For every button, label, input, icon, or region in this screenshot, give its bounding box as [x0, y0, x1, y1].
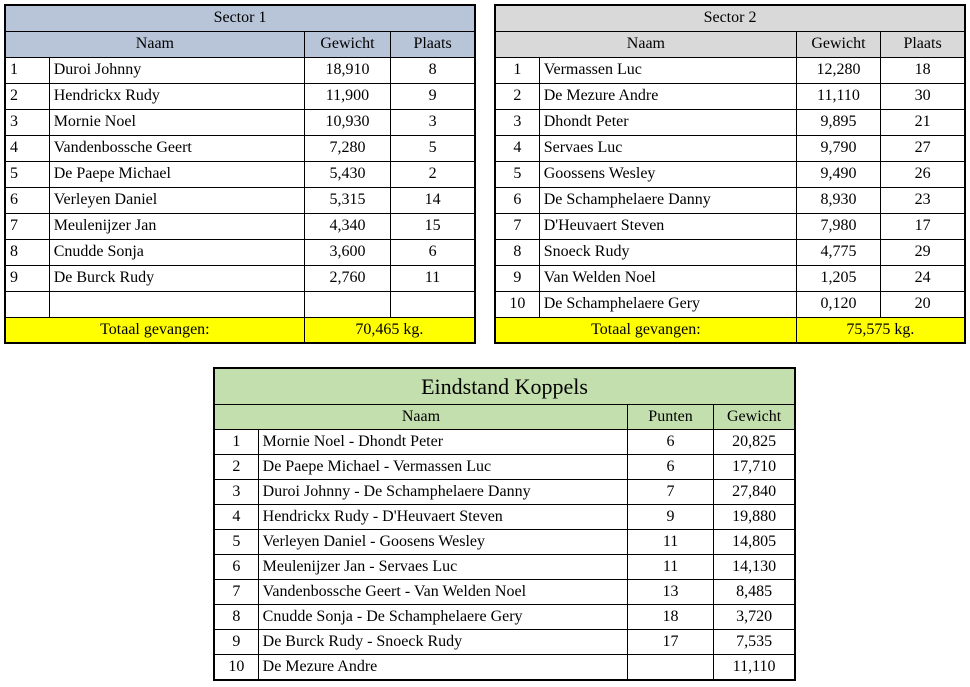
cell-gewicht: 5,430: [304, 161, 390, 187]
cell-gewicht: 17,710: [714, 455, 795, 480]
cell-nr: 2: [5, 83, 49, 109]
cell-gewicht: 10,930: [304, 109, 390, 135]
table-row: [5, 161, 475, 187]
cell-gewicht: 7,980: [796, 213, 880, 239]
cell-plaats: [391, 291, 475, 317]
cell-gewicht: 9,490: [796, 161, 880, 187]
cell-plaats: 3: [391, 109, 475, 135]
cell-punten: 6: [627, 455, 713, 480]
cell-punten: 17: [627, 630, 713, 655]
table-row: [495, 187, 965, 213]
cell-nr: 9: [214, 630, 258, 655]
cell-nr: 9: [495, 265, 539, 291]
cell-nr: 7: [214, 580, 258, 605]
koppels-body: [214, 430, 795, 680]
sector2-header-plaats: Plaats: [881, 31, 965, 57]
koppels-table: [213, 367, 796, 681]
cell-gewicht: 8,930: [796, 187, 880, 213]
cell-naam: Duroi Johnny - De Schamphelaere Danny: [258, 480, 627, 505]
cell-naam: Meulenijzer Jan - Servaes Luc: [258, 555, 627, 580]
cell-plaats: 27: [881, 135, 965, 161]
cell-naam: Snoeck Rudy: [539, 239, 796, 265]
cell-gewicht: [304, 291, 390, 317]
cell-naam: Duroi Johnny: [49, 57, 304, 83]
cell-naam: Dhondt Peter: [539, 109, 796, 135]
cell-nr: 8: [214, 605, 258, 630]
cell-plaats: 14: [391, 187, 475, 213]
koppels-title: Eindstand Koppels: [214, 368, 795, 405]
cell-nr: 3: [495, 109, 539, 135]
cell-nr: 3: [5, 109, 49, 135]
table-row: [214, 505, 795, 530]
koppels-header-punten: Punten: [627, 405, 713, 430]
cell-naam: D'Heuvaert Steven: [539, 213, 796, 239]
table-row: [495, 135, 965, 161]
cell-nr: 6: [214, 555, 258, 580]
cell-nr: 9: [5, 265, 49, 291]
cell-naam: Cnudde Sonja: [49, 239, 304, 265]
table-row: [5, 291, 475, 317]
sector2-total-value: 75,575 kg.: [796, 317, 965, 343]
koppels-header-gewicht: Gewicht: [714, 405, 795, 430]
cell-naam: Meulenijzer Jan: [49, 213, 304, 239]
cell-plaats: 18: [881, 57, 965, 83]
cell-gewicht: 9,895: [796, 109, 880, 135]
cell-punten: 6: [627, 430, 713, 455]
cell-nr: 10: [495, 291, 539, 317]
cell-naam: Mornie Noel - Dhondt Peter: [258, 430, 627, 455]
cell-naam: Hendrickx Rudy: [49, 83, 304, 109]
table-row: [495, 161, 965, 187]
table-row: [495, 239, 965, 265]
cell-naam: De Schamphelaere Danny: [539, 187, 796, 213]
sector1-title: Sector 1: [5, 5, 475, 31]
cell-punten: 7: [627, 480, 713, 505]
cell-nr: 2: [495, 83, 539, 109]
cell-gewicht: 7,535: [714, 630, 795, 655]
table-row: [214, 455, 795, 480]
sector1-table: [4, 4, 476, 344]
cell-gewicht: 7,280: [304, 135, 390, 161]
cell-naam: De Paepe Michael - Vermassen Luc: [258, 455, 627, 480]
cell-nr: 6: [495, 187, 539, 213]
table-row: [495, 83, 965, 109]
table-row: [5, 83, 475, 109]
cell-nr: 4: [214, 505, 258, 530]
table-row: [5, 213, 475, 239]
cell-punten: 13: [627, 580, 713, 605]
cell-plaats: 17: [881, 213, 965, 239]
cell-nr: 7: [495, 213, 539, 239]
cell-plaats: 29: [881, 239, 965, 265]
table-row: [5, 109, 475, 135]
cell-gewicht: 2,760: [304, 265, 390, 291]
cell-plaats: 2: [391, 161, 475, 187]
table-row: [214, 580, 795, 605]
cell-naam: Vandenbossche Geert: [49, 135, 304, 161]
sector2-body: [495, 57, 965, 317]
cell-naam: De Paepe Michael: [49, 161, 304, 187]
koppels-header-naam: Naam: [214, 405, 627, 430]
cell-plaats: 8: [391, 57, 475, 83]
cell-nr: 8: [5, 239, 49, 265]
cell-gewicht: 14,130: [714, 555, 795, 580]
table-row: [214, 430, 795, 455]
cell-naam: De Mezure Andre: [539, 83, 796, 109]
cell-naam: Vermassen Luc: [539, 57, 796, 83]
sector1-header-naam: Naam: [5, 31, 304, 57]
sector1-header-gewicht: Gewicht: [304, 31, 390, 57]
cell-gewicht: 27,840: [714, 480, 795, 505]
cell-naam: Goossens Wesley: [539, 161, 796, 187]
cell-naam: Cnudde Sonja - De Schamphelaere Gery: [258, 605, 627, 630]
cell-nr: 8: [495, 239, 539, 265]
sector1-header-plaats: Plaats: [391, 31, 475, 57]
cell-naam: De Mezure Andre: [258, 655, 627, 680]
sector2-title: Sector 2: [495, 5, 965, 31]
cell-gewicht: 11,110: [796, 83, 880, 109]
table-row: [5, 265, 475, 291]
cell-naam: De Burck Rudy - Snoeck Rudy: [258, 630, 627, 655]
cell-punten: 9: [627, 505, 713, 530]
table-row: [495, 57, 965, 83]
cell-gewicht: 12,280: [796, 57, 880, 83]
cell-gewicht: 4,775: [796, 239, 880, 265]
cell-naam: Servaes Luc: [539, 135, 796, 161]
table-row: [5, 239, 475, 265]
cell-punten: 18: [627, 605, 713, 630]
cell-plaats: 15: [391, 213, 475, 239]
cell-gewicht: 20,825: [714, 430, 795, 455]
table-row: [495, 109, 965, 135]
cell-plaats: 9: [391, 83, 475, 109]
cell-naam: Verleyen Daniel - Goosens Wesley: [258, 530, 627, 555]
cell-nr: 5: [495, 161, 539, 187]
table-row: [495, 213, 965, 239]
cell-naam: Van Welden Noel: [539, 265, 796, 291]
table-row: [214, 605, 795, 630]
table-row: [5, 135, 475, 161]
table-row: [214, 480, 795, 505]
cell-nr: 4: [495, 135, 539, 161]
cell-nr: 5: [5, 161, 49, 187]
cell-plaats: 5: [391, 135, 475, 161]
sector2-table: [494, 4, 966, 344]
cell-gewicht: 0,120: [796, 291, 880, 317]
cell-gewicht: 1,205: [796, 265, 880, 291]
sector2-header-gewicht: Gewicht: [796, 31, 880, 57]
cell-nr: 6: [5, 187, 49, 213]
cell-plaats: 20: [881, 291, 965, 317]
cell-nr: 1: [495, 57, 539, 83]
cell-gewicht: 9,790: [796, 135, 880, 161]
cell-gewicht: 8,485: [714, 580, 795, 605]
cell-nr: 10: [214, 655, 258, 680]
cell-nr: 5: [214, 530, 258, 555]
sector2-header-naam: Naam: [495, 31, 796, 57]
sector2-total-label: Totaal gevangen:: [495, 317, 796, 343]
cell-punten: 11: [627, 555, 713, 580]
cell-plaats: 21: [881, 109, 965, 135]
table-row: [5, 57, 475, 83]
cell-naam: De Schamphelaere Gery: [539, 291, 796, 317]
table-row: [214, 530, 795, 555]
cell-punten: 11: [627, 530, 713, 555]
cell-gewicht: 11,900: [304, 83, 390, 109]
cell-punten: [627, 655, 713, 680]
cell-nr: 1: [5, 57, 49, 83]
cell-naam: Hendrickx Rudy - D'Heuvaert Steven: [258, 505, 627, 530]
cell-nr: 3: [214, 480, 258, 505]
sector1-body: [5, 57, 475, 317]
cell-naam: Vandenbossche Geert - Van Welden Noel: [258, 580, 627, 605]
cell-plaats: 26: [881, 161, 965, 187]
cell-plaats: 6: [391, 239, 475, 265]
cell-gewicht: 18,910: [304, 57, 390, 83]
cell-nr: 7: [5, 213, 49, 239]
table-row: [495, 265, 965, 291]
sector1-total-label: Totaal gevangen:: [5, 317, 304, 343]
cell-plaats: 24: [881, 265, 965, 291]
cell-plaats: 11: [391, 265, 475, 291]
cell-gewicht: 14,805: [714, 530, 795, 555]
cell-plaats: 23: [881, 187, 965, 213]
cell-gewicht: 11,110: [714, 655, 795, 680]
cell-naam: [49, 291, 304, 317]
cell-nr: 1: [214, 430, 258, 455]
cell-nr: [5, 291, 49, 317]
cell-gewicht: 4,340: [304, 213, 390, 239]
cell-gewicht: 3,600: [304, 239, 390, 265]
cell-naam: Verleyen Daniel: [49, 187, 304, 213]
table-row: [495, 291, 965, 317]
cell-nr: 2: [214, 455, 258, 480]
table-row: [5, 187, 475, 213]
table-row: [214, 555, 795, 580]
table-row: [214, 630, 795, 655]
table-row: [214, 655, 795, 680]
cell-gewicht: 3,720: [714, 605, 795, 630]
cell-nr: 4: [5, 135, 49, 161]
cell-gewicht: 19,880: [714, 505, 795, 530]
cell-gewicht: 5,315: [304, 187, 390, 213]
cell-plaats: 30: [881, 83, 965, 109]
cell-naam: Mornie Noel: [49, 109, 304, 135]
cell-naam: De Burck Rudy: [49, 265, 304, 291]
sector1-total-value: 70,465 kg.: [304, 317, 475, 343]
